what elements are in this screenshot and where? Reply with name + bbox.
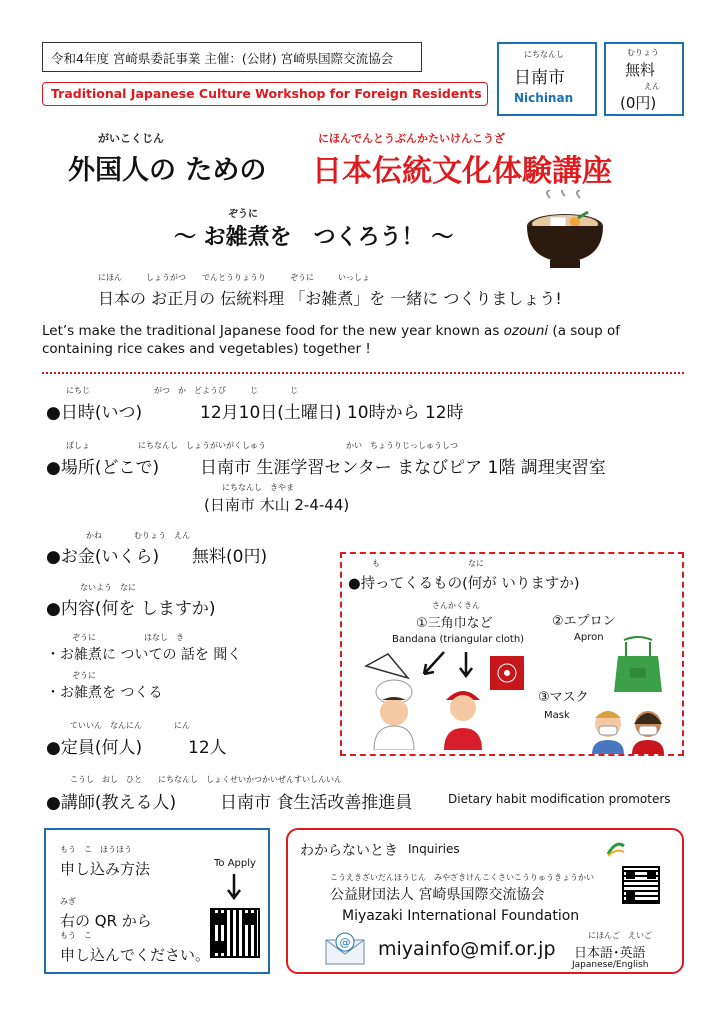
english-title: Traditional Japanese Culture Workshop for Foreign Residents bbox=[51, 86, 482, 101]
teacher-value: 日南市 食生活改善推進員 bbox=[220, 793, 413, 813]
english-title-box bbox=[42, 82, 488, 106]
mif-logo-icon bbox=[606, 840, 626, 860]
mif-logo bbox=[606, 840, 662, 860]
section-divider bbox=[42, 372, 684, 374]
teacher-en: Dietary habit modification promoters bbox=[448, 792, 671, 806]
city-name: 日南市 bbox=[514, 68, 565, 88]
lang: 日本語･英語 bbox=[574, 946, 646, 961]
fee-amount: (0円) bbox=[620, 94, 657, 112]
teacher-ruby: こうし おし ひと にちなんし しょくせいかつかいぜんすいしんいん bbox=[70, 775, 342, 784]
content-item1-ruby: ぞうに はなし き bbox=[72, 633, 184, 642]
intro-en bbox=[42, 322, 682, 358]
apply-line3: 申し込んでください。 bbox=[60, 946, 211, 964]
intro-jp: 日本の お正月の 伝統料理 「お雑煮」を 一緒に つくりましょう! bbox=[98, 289, 562, 308]
bring-item2: ②エプロン bbox=[552, 614, 616, 629]
date-value: 12月10日(土曜日) 10時から 12時 bbox=[200, 403, 464, 423]
mask-people-illustration bbox=[588, 702, 672, 754]
apply-ruby1: もう こ ほうほう bbox=[60, 845, 132, 854]
date-ruby: にちじ がつ か どようび じ じ bbox=[66, 386, 298, 395]
bring-box bbox=[340, 552, 684, 756]
title-part2: 日本伝統文化体験講座 bbox=[312, 154, 612, 189]
city-box bbox=[497, 42, 597, 116]
bring-ruby: も なに bbox=[372, 559, 484, 568]
capacity-value: 12人 bbox=[188, 738, 227, 758]
intro-en-2: (a soup of containing rice cakes and vegetables) together ! bbox=[42, 323, 620, 357]
content-label: ●内容(何を しますか) bbox=[46, 599, 216, 619]
title-ruby-right: にほんでんとうぶんかたいけんこうざ bbox=[318, 132, 505, 145]
lang-ruby: にほんご えいご bbox=[588, 931, 652, 940]
capacity-label: ●定員(何人) bbox=[46, 738, 143, 758]
capacity-ruby: ていいん なんにん にん bbox=[70, 721, 190, 730]
fee-yen-ruby: えん bbox=[644, 82, 660, 91]
ozouni-bowl-illustration bbox=[520, 190, 610, 272]
title-ruby-left: がいこくじん bbox=[98, 132, 164, 145]
apply-ruby3: もう こ bbox=[60, 931, 92, 940]
email-icon bbox=[324, 930, 366, 966]
arrow-icon bbox=[456, 650, 476, 680]
city-ruby: にちなんし bbox=[524, 50, 564, 59]
content-item2-ruby: ぞうに bbox=[72, 671, 96, 680]
bring-item1-en: Bandana (triangular cloth) bbox=[392, 634, 525, 645]
inquiry-title: わからないとき bbox=[300, 843, 398, 859]
subtitle: ～ お雑煮を つくろう！ ～ bbox=[174, 225, 454, 250]
address-ruby: にちなんし きやま bbox=[222, 483, 294, 492]
intro-ruby: にほん しょうがつ でんとうりょうり ぞうに いっしょ bbox=[98, 273, 370, 282]
bring-item1-ruby: さんかくきん bbox=[432, 601, 480, 610]
fee-box bbox=[604, 42, 684, 116]
inquiry-qr-code[interactable] bbox=[624, 868, 658, 902]
content-ruby: ないよう なに bbox=[80, 583, 136, 592]
org-jp: 公益財団法人 宮崎県国際交流協会 bbox=[330, 887, 545, 903]
org-ruby: こうえきざいだんほうじん みやざきけんこくさいこうりゅうきょうかい bbox=[330, 873, 594, 882]
place-label: ●場所(どこで) bbox=[46, 458, 160, 478]
money-ruby: かね むりょう えん bbox=[86, 531, 190, 540]
apply-ruby2: みぎ bbox=[60, 897, 76, 906]
fee-label: 無料 bbox=[625, 61, 656, 79]
address: (日南市 木山 2-4-44) bbox=[204, 496, 350, 514]
bring-item1: ①三角巾など bbox=[416, 616, 493, 631]
money-value: 無料(0円) bbox=[192, 547, 268, 567]
place-value: 日南市 生涯学習センター まなびピア 1階 調理実習室 bbox=[200, 458, 606, 478]
chef-illustration bbox=[366, 678, 422, 750]
title-part1: 外国人の ための bbox=[68, 155, 267, 186]
content-item1: ・お雑煮に ついての 話を 聞く bbox=[46, 647, 242, 663]
arrow-icon bbox=[418, 650, 448, 680]
inquiry-title-en: Inquiries bbox=[408, 842, 460, 856]
subtitle-ruby: ぞうに bbox=[228, 209, 258, 220]
sponsor-text: 令和4年度 宮崎県委託事業 主催：(公財) 宮崎県国際交流協会 bbox=[51, 51, 394, 66]
bring-item3: ③マスク bbox=[538, 690, 589, 705]
child-illustration bbox=[438, 682, 488, 750]
inquiry-email[interactable]: miyainfo@mif.or.jp bbox=[378, 938, 556, 960]
apply-method: 申し込み方法 bbox=[60, 860, 151, 878]
apply-qr-code[interactable] bbox=[212, 910, 258, 956]
bring-item2-en: Apron bbox=[574, 632, 604, 643]
apply-box bbox=[44, 828, 270, 974]
red-bandana-illustration bbox=[488, 654, 526, 692]
apron-illustration bbox=[606, 636, 670, 696]
content-item2: ・お雑煮を つくる bbox=[46, 685, 163, 701]
org-en: Miyazaki International Foundation bbox=[342, 908, 580, 924]
place-ruby: ばしょ にちなんし しょうがいがくしゅう かい ちょうりじっしゅうしつ bbox=[66, 441, 458, 450]
date-label: ●日時(いつ) bbox=[46, 403, 143, 423]
bring-item3-en: Mask bbox=[544, 710, 570, 721]
teacher-label: ●講師(教える人) bbox=[46, 793, 177, 813]
arrow-down-icon bbox=[226, 872, 242, 902]
fee-ruby: むりょう bbox=[627, 48, 659, 57]
city-en: Nichinan bbox=[514, 91, 574, 105]
apply-line2: 右の QR から bbox=[60, 912, 152, 930]
money-label: ●お金(いくら) bbox=[46, 547, 160, 567]
intro-en-italic: ozouni bbox=[503, 323, 549, 339]
bring-title: ●持ってくるもの(何が いりますか) bbox=[348, 576, 580, 592]
sponsor-box bbox=[42, 42, 422, 72]
to-apply-label: To Apply bbox=[214, 858, 256, 869]
svg-text:@: @ bbox=[339, 936, 351, 949]
intro-en-1: Let’s make the traditional Japanese food for the new year known as bbox=[42, 323, 504, 339]
lang-en: Japanese/English bbox=[572, 960, 649, 970]
inquiry-box bbox=[286, 828, 684, 974]
